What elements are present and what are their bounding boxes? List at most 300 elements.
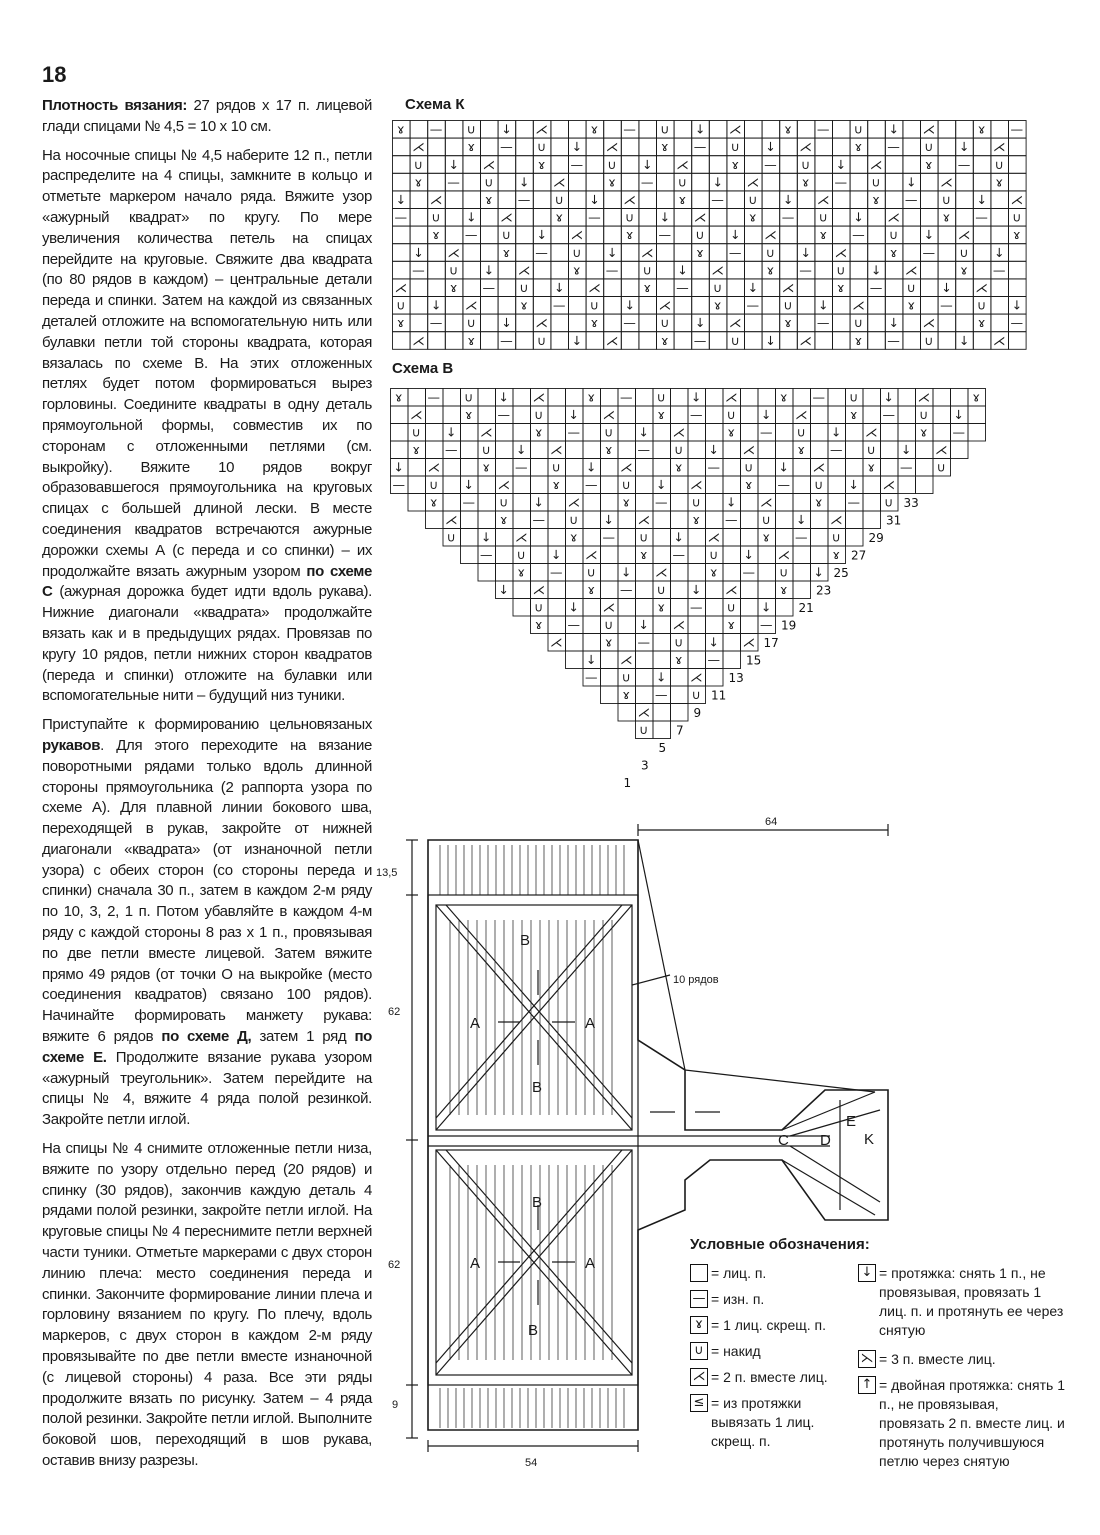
stitch-symbol: ∪ [411,424,421,440]
stitch-symbol: ∪ [941,192,952,207]
grid-cell [933,406,951,424]
stitch-symbol: ɤ [555,209,563,225]
legend-text: = лиц. п. [711,1265,767,1281]
stitch-symbol: — [1010,121,1024,137]
stitch-symbol: ɤ [657,407,665,422]
label-a: A [585,1015,596,1032]
grid-cell [745,261,763,279]
grid-cell [657,156,675,174]
grid-cell [991,314,1009,332]
stitch-symbol: ɤ [780,389,788,405]
grid-cell [393,244,411,262]
grid-cell [846,529,864,547]
grid-cell [671,686,689,704]
grid-cell [723,634,741,652]
stitch-symbol: ∪ [484,174,494,190]
stitch-symbol: ∪ [621,669,631,685]
stitch-symbol: ∪ [871,174,881,190]
grid-cell [846,441,864,459]
grid-cell [727,279,745,297]
grid-cell [758,564,776,582]
stitch-symbol: ∪ [695,227,705,243]
stitch-symbol: ∪ [783,297,793,313]
grid-cell [391,424,409,442]
grid-cell [709,244,727,262]
stitch-symbol: ∪ [446,529,456,545]
grid-cell [973,244,991,262]
grid-cell [674,244,692,262]
grid-cell [688,634,706,652]
grid-cell [776,529,794,547]
stitch-symbol: ⋌ [482,156,496,172]
grid-cell [657,191,675,209]
grid-cell [426,511,444,529]
grid-cell [653,704,671,722]
stitch-symbol: — [567,424,580,440]
stitch-symbol: ɤ [710,564,718,580]
grid-cell [653,424,671,442]
grid-cell [443,459,461,477]
sleeves-text-c: затем 1 ряд [251,1028,355,1046]
legend-item-purl [690,1290,850,1309]
grid-cell [583,616,601,634]
grid-cell [639,121,657,139]
grid-cell [1009,244,1027,262]
grid-cell [741,406,759,424]
legend-item-from-strand [690,1394,850,1451]
legend-symbol-k3tog: ⋋ [858,1350,876,1368]
grid-cell [531,546,549,564]
stitch-symbol: ∪ [849,389,859,405]
grid-cell [551,156,569,174]
grid-cell [868,244,886,262]
stitch-symbol: ∪ [744,459,754,475]
grid-cell [586,261,604,279]
grid-cell [639,226,657,244]
stitch-symbol: ↓ [568,407,579,422]
stitch-symbol: ∪ [396,297,406,313]
grid-cell [551,226,569,244]
stitch-symbol: ⋌ [567,494,580,510]
stitch-symbol: ɤ [850,407,858,422]
stitch-symbol: — [742,564,755,580]
stitch-symbol: ɤ [832,547,840,562]
stitch-symbol: ⋌ [957,227,971,243]
stitch-symbol: ⋌ [711,262,724,278]
grid-cell [709,156,727,174]
grid-cell [604,191,622,209]
grid-cell [780,244,798,262]
grid-cell [533,261,551,279]
grid-cell [513,511,531,529]
stitch-symbol: — [394,209,408,225]
grid-cell [723,459,741,477]
stitch-symbol: ↓ [446,424,457,440]
grid-cell [443,389,461,407]
stitch-symbol: ⋌ [917,389,930,405]
grid-cell [797,191,815,209]
grid-cell [393,332,411,350]
stitch-symbol: — [816,315,830,331]
stitch-symbol: ↓ [516,442,527,457]
stitch-symbol: — [728,244,742,260]
grid-cell [898,389,916,407]
stitch-symbol: ⋌ [620,459,633,475]
grid-cell [745,121,763,139]
stitch-symbol: — [655,687,668,702]
grid-cell [601,564,619,582]
neck-line [638,840,685,1070]
stitch-symbol: ⋌ [532,389,545,405]
grid-cell [692,297,710,315]
stitch-symbol: ɤ [500,512,508,527]
stitch-symbol: ⋌ [728,121,742,137]
stitch-symbol: ∪ [726,599,736,615]
stitch-symbol: — [957,156,971,172]
grid-cell [604,121,622,139]
stitch-symbol: — [690,599,703,615]
stitch-symbol: ɤ [960,262,968,278]
stitch-symbol: — [637,634,650,650]
grid-cell [793,494,811,512]
grid-cell [1009,156,1027,174]
legend-item-k3tog [858,1350,1068,1369]
stitch-symbol: ɤ [432,227,440,243]
stitch-symbol: ɤ [414,174,423,190]
grid-cell [688,564,706,582]
grid-cell [569,279,587,297]
stitch-symbol: ↓ [883,389,894,405]
grid-cell [723,529,741,547]
grid-cell [898,476,916,494]
grid-cell [692,173,710,191]
schema-k-title: Схема К [405,96,465,113]
legend-text: = 2 п. вместе лиц. [711,1369,828,1385]
stitch-symbol: ɤ [872,192,880,207]
legend-item-yarnover [690,1342,850,1361]
stitch-symbol: — [623,315,636,331]
stitch-symbol: ɤ [643,280,651,295]
grid-cell [408,389,426,407]
grid-cell [513,581,531,599]
grid-cell [991,209,1009,227]
grid-cell [653,651,671,669]
grid-cell [968,406,986,424]
grid-cell [551,261,569,279]
grid-cell [513,389,531,407]
stitch-symbol: ↓ [694,121,706,137]
stitch-symbol: ɤ [762,529,770,545]
stitch-symbol: ɤ [692,512,700,527]
grid-cell [410,226,428,244]
grid-cell [618,616,636,634]
stitch-symbol: ⋌ [588,280,601,295]
grid-cell [445,314,463,332]
stitch-symbol: ⋌ [637,512,650,527]
stitch-symbol: ɤ [622,494,630,510]
grid-cell [991,279,1009,297]
grid-cell [636,406,654,424]
grid-cell [583,529,601,547]
grid-cell [393,138,411,156]
stitch-symbol: ⋌ [550,634,563,650]
grid-cell [745,156,763,174]
stitch-symbol: — [532,512,545,527]
grid-cell [461,511,479,529]
label-b: B [532,1194,543,1211]
stitch-symbol: ∪ [906,280,916,295]
grid-cell [846,511,864,529]
grid-cell [903,226,921,244]
stitch-symbol: ↓ [691,389,702,405]
stitch-symbol: ɤ [745,477,753,492]
stitch-symbol: — [852,227,865,243]
grid-cell [811,546,829,564]
stitch-symbol: — [725,512,738,527]
grid-cell [811,441,829,459]
grid-cell [569,314,587,332]
stitch-symbol: ɤ [657,599,665,615]
stitch-symbol: ↓ [958,332,970,348]
grid-cell [621,156,639,174]
grid-cell [727,297,745,315]
stitch-symbol: ∪ [639,722,649,737]
stitch-symbol: — [620,389,633,405]
stitch-symbol: ⋌ [852,297,865,313]
stitch-symbol: — [940,297,953,313]
grid-cell [846,424,864,442]
grid-cell [496,424,514,442]
stitch-symbol: — [605,262,619,278]
grid-cell [533,209,551,227]
grid-cell [498,173,516,191]
legend-text: = 1 лиц. скрещ. п. [711,1317,826,1333]
grid-cell [671,704,689,722]
grid-cell [548,406,566,424]
grid-cell [745,226,763,244]
stitch-symbol: ɤ [854,332,863,348]
stitch-symbol: — [812,389,825,405]
grid-cell [815,244,833,262]
stitch-symbol: ⋌ [777,547,790,562]
grid-cell [569,297,587,315]
grid-cell [516,244,534,262]
stitch-symbol: ⋌ [693,209,707,225]
stitch-symbol: ɤ [925,156,933,172]
stitch-symbol: ⋌ [781,280,795,295]
grid-cell [621,332,639,350]
grid-cell [863,389,881,407]
grid-cell [498,279,516,297]
stitch-symbol: ⋌ [812,459,825,475]
stitch-symbol: ∪ [431,209,441,225]
stitch-symbol: — [464,227,478,243]
grid-cell [903,314,921,332]
stitch-symbol: ↓ [430,297,442,313]
stitch-symbol: ⋌ [655,564,668,580]
stitch-symbol: ɤ [467,139,475,155]
grid-cell [692,261,710,279]
grid-cell [586,173,604,191]
stitch-symbol: ↓ [817,297,829,313]
grid-cell [758,441,776,459]
stitch-symbol: ↓ [941,280,952,295]
stitch-symbol: ɤ [661,139,669,155]
grid-cell [776,494,794,512]
stitch-symbol: ↓ [448,156,459,172]
stitch-symbol: ↓ [571,139,583,155]
stitch-symbol: ⋌ [585,547,598,562]
stitch-symbol: — [760,617,773,632]
grid-cell [780,261,798,279]
stitch-symbol: ɤ [520,297,528,313]
grid-cell [956,297,974,315]
stitch-symbol: — [480,547,493,562]
grid-cell [933,389,951,407]
stitch-symbol: — [585,477,598,492]
stitch-symbol: ɤ [397,121,405,137]
grid-cell [828,494,846,512]
grid-cell [636,581,654,599]
stitch-symbol: ɤ [972,389,980,405]
grid-cell [780,156,798,174]
stitch-symbol: ↓ [483,262,495,278]
stitch-symbol: — [497,407,510,422]
stitch-symbol: ⋌ [865,424,878,440]
stitch-symbol: — [429,121,443,137]
stitch-symbol: ↓ [782,192,794,207]
stitch-symbol: — [429,315,443,331]
grid-cell [706,389,724,407]
grid-cell [727,191,745,209]
grid-cell [903,332,921,350]
grid-cell [463,191,481,209]
stitch-symbol: ↓ [694,315,706,331]
grid-cell [671,476,689,494]
stitch-symbol: ⋌ [904,262,918,278]
grid-cell [916,441,934,459]
stitch-symbol: ⋌ [935,442,948,457]
stitch-symbol: ɤ [995,174,1003,190]
grid-cell [921,297,939,315]
row-number: 21 [798,601,814,615]
stitch-symbol: ɤ [727,617,735,632]
dim-left-mid2-label: 62 [388,1259,401,1271]
stitch-symbol: ∪ [589,297,600,313]
legend-text: = 3 п. вместе лиц. [879,1351,996,1367]
stitch-symbol: — [975,209,988,225]
stitch-symbol: — [602,529,615,545]
grid-cell [846,459,864,477]
paragraph-density [42,96,372,138]
stitch-symbol: ɤ [467,332,475,348]
grid-cell [601,389,619,407]
grid-cell [463,156,481,174]
row-number: 17 [763,636,779,650]
grid-cell [653,546,671,564]
stitch-symbol: ɤ [675,652,683,667]
stitch-symbol: — [869,280,883,295]
grid-cell [745,314,763,332]
grid-cell [741,529,759,547]
legend-text: = накид [711,1343,761,1359]
grid-cell [850,279,868,297]
grid-cell [706,511,724,529]
grid-cell [548,511,566,529]
grid-cell [833,332,851,350]
grid-cell [478,564,496,582]
stitch-symbol: ∪ [639,529,649,545]
row-number: 19 [781,618,797,633]
stitch-symbol: ↓ [518,174,530,190]
grid-cell [481,138,499,156]
grid-cell [445,226,463,244]
grid-cell [671,669,689,687]
grid-cell [688,546,706,564]
grid-cell [566,441,584,459]
stitch-symbol: — [816,121,830,137]
grid-cell [706,494,724,512]
grid-cell [916,459,934,477]
grid-cell [898,406,916,424]
page-number: 18 [42,62,67,87]
stitch-symbol: ∪ [586,564,596,580]
stitch-symbol: — [1010,315,1024,331]
grid-cell [762,191,780,209]
grid-cell [938,314,956,332]
grid-cell [709,121,727,139]
grid-cell [531,529,549,547]
grid-cell [776,406,794,424]
stitch-symbol: — [620,582,633,597]
grid-cell [903,244,921,262]
stitch-symbol: ⋌ [725,389,738,405]
grid-cell [657,173,675,191]
grid-cell [566,459,584,477]
stitch-symbol: ∪ [866,442,876,457]
paragraph-sleeves [42,715,372,1131]
grid-cell [604,314,622,332]
stitch-symbol: ∪ [884,494,894,510]
grid-cell [636,494,654,512]
stitch-symbol: ∪ [691,494,701,510]
stitch-symbol: ↓ [498,582,509,597]
stitch-symbol: ↓ [568,599,579,615]
stitch-symbol: ∪ [924,139,934,155]
grid-cell [762,279,780,297]
grid-cell [671,564,689,582]
stitch-symbol: ∪ [569,512,579,527]
grid-cell [671,511,689,529]
stitch-symbol: ⋌ [605,139,619,155]
grid-cell [393,261,411,279]
grid-cell [586,138,604,156]
stitch-symbol: — [900,459,913,475]
row-number: 29 [868,531,884,545]
stitch-symbol: ∪ [761,512,771,527]
grid-cell [938,244,956,262]
stitch-symbol: ⋌ [412,139,425,155]
stitch-symbol: ⋌ [658,297,672,313]
stitch-symbol: ∪ [818,209,828,225]
stitch-symbol: ⋌ [640,244,654,260]
sleeve-diagonal [790,1146,880,1202]
stitch-symbol: ⋌ [834,244,848,260]
grid-cell [671,599,689,617]
grid-cell [393,156,411,174]
grid-cell [583,424,601,442]
stitch-symbol: ⋌ [672,617,685,632]
